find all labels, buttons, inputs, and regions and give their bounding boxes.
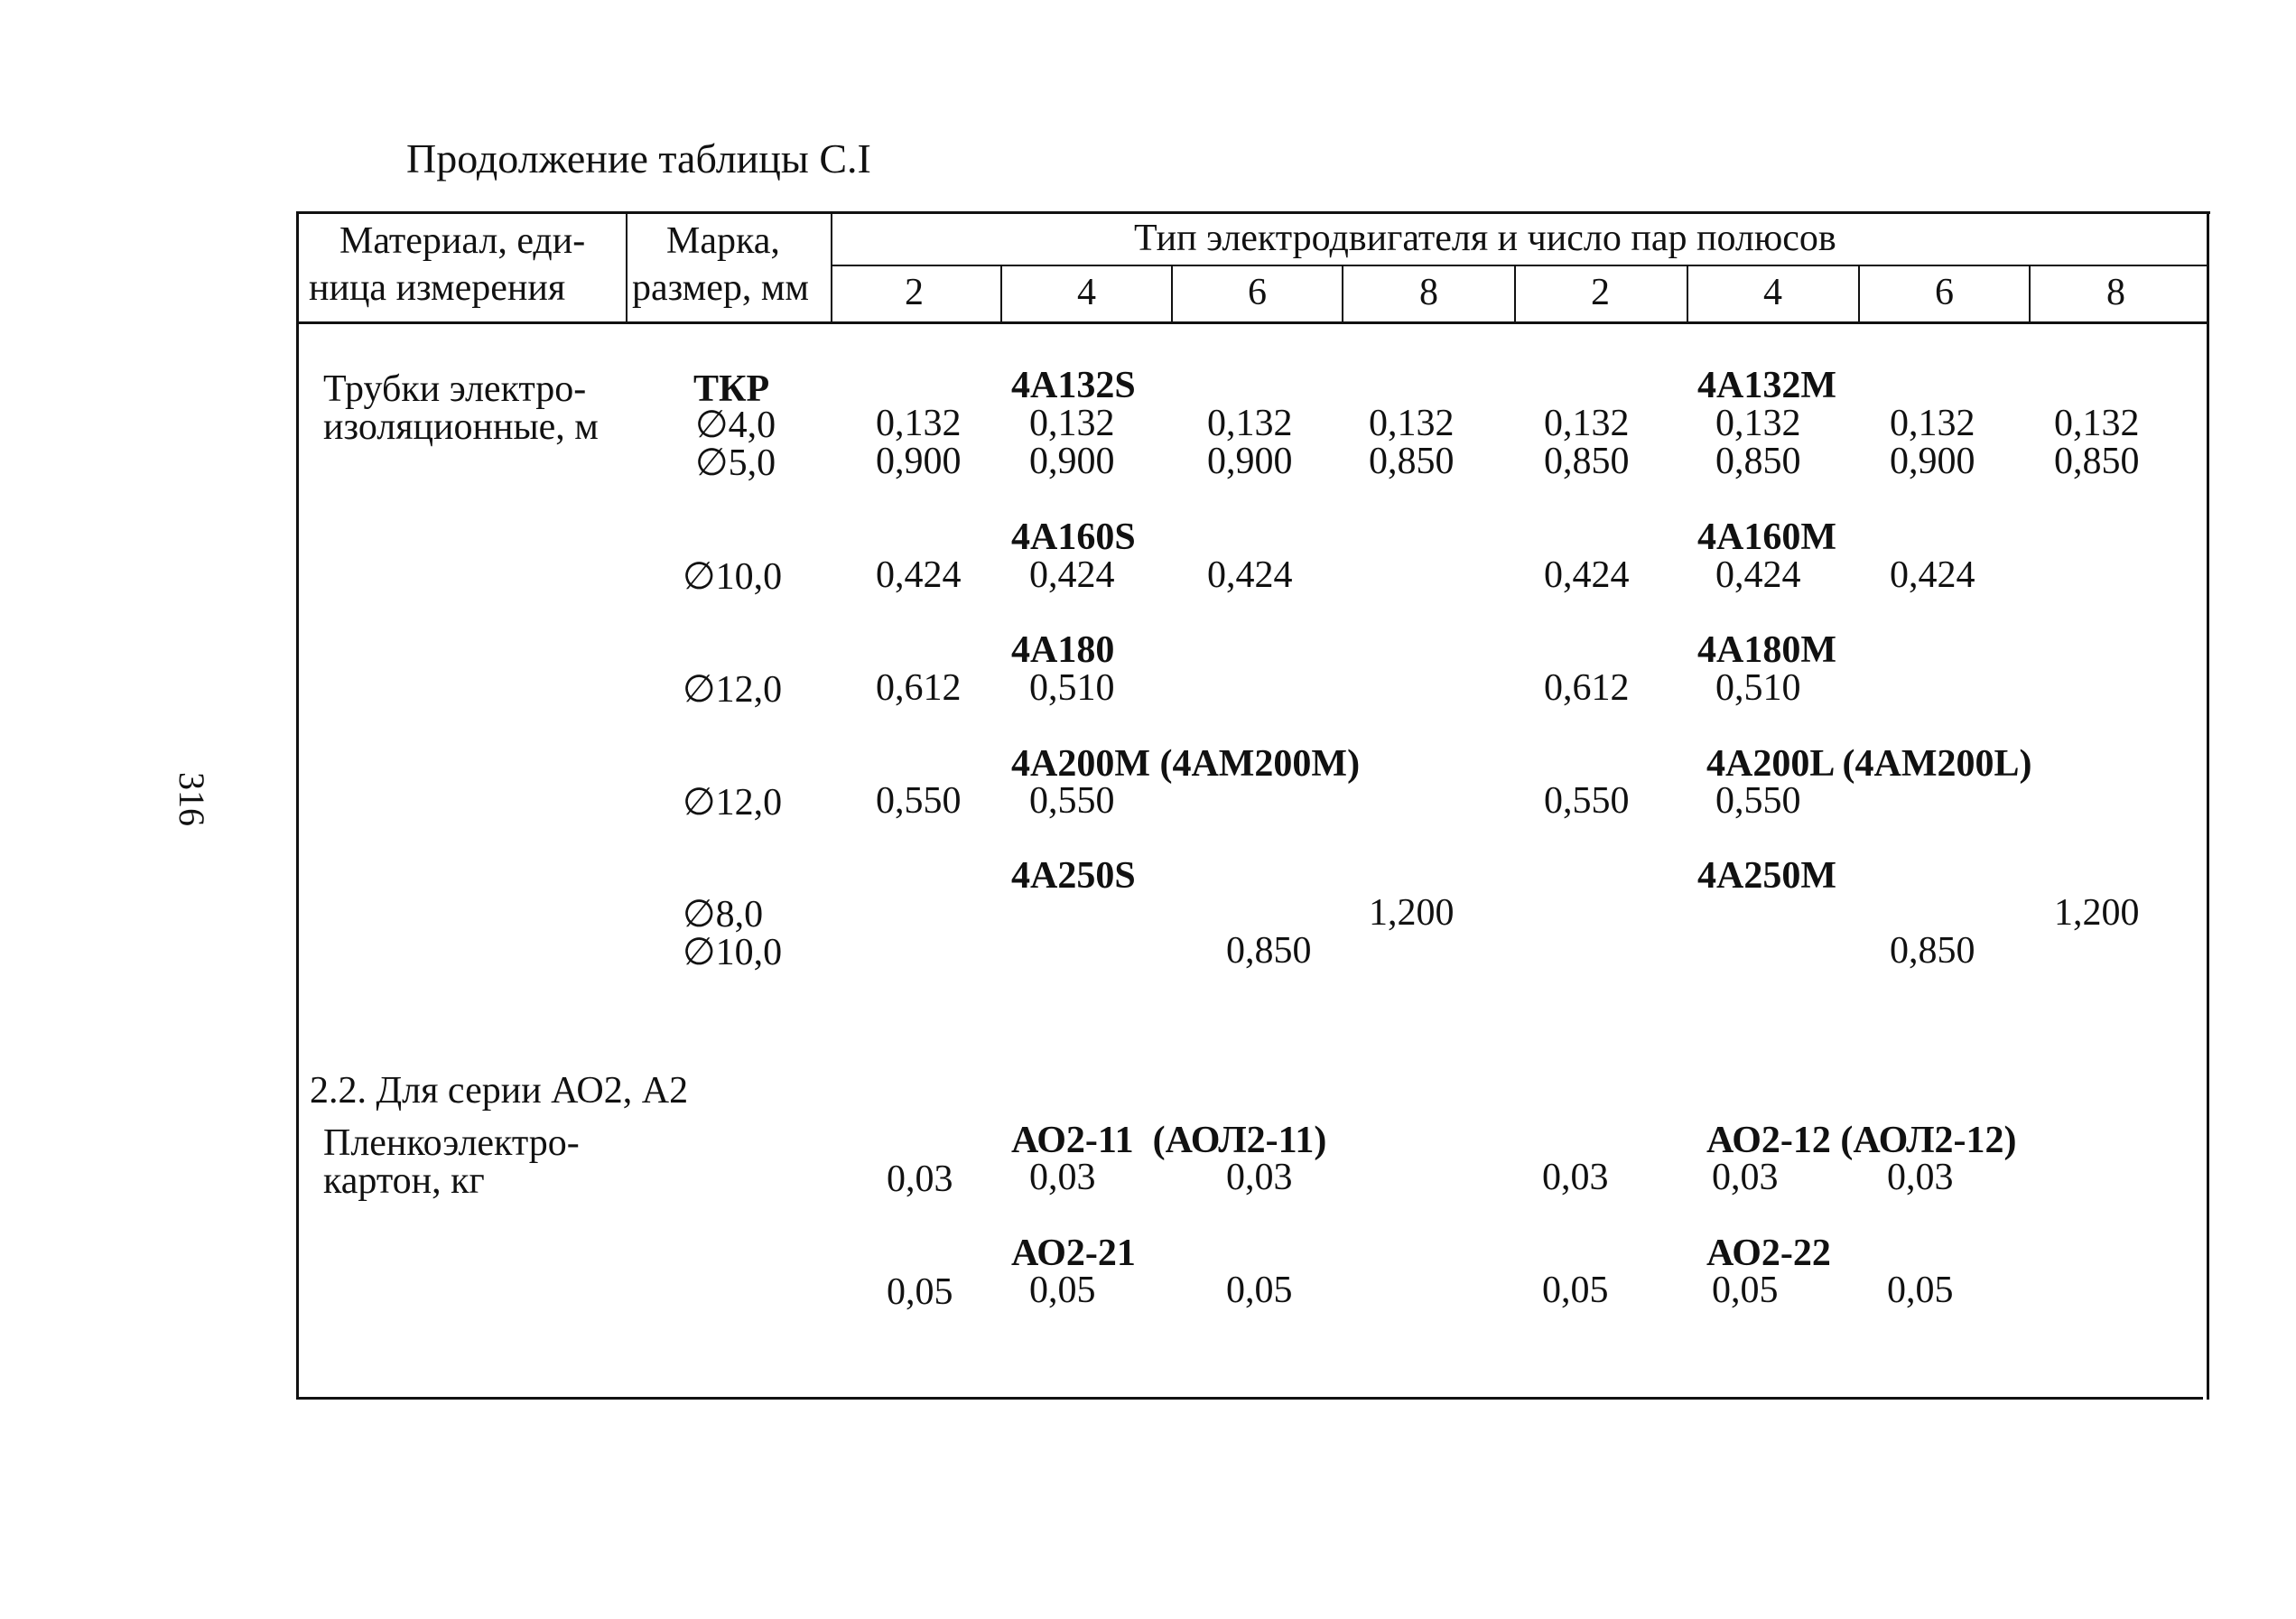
size-label: ∅8,0: [683, 894, 764, 935]
motor-type-left: 4А250S: [1011, 855, 1136, 897]
table-cell: 0,05: [1542, 1270, 1609, 1311]
table-cell: 0,03: [887, 1158, 953, 1200]
motor-type-right: АО2-22: [1706, 1233, 1831, 1274]
table-cell: 0,05: [1712, 1270, 1779, 1311]
table-cell: 0,03: [1029, 1157, 1096, 1198]
table-cell: 0,850: [1226, 930, 1312, 972]
table-cell: 0,612: [1544, 667, 1630, 709]
material-film-line1: Пленкоэлектро-: [323, 1122, 580, 1164]
motor-type-right: 4А180М: [1697, 629, 1836, 671]
table-cell: 0,612: [876, 667, 962, 709]
header-mark-line2: размер, мм: [632, 267, 810, 309]
table-cell: 0,510: [1715, 667, 1801, 709]
table-cell: 1,200: [2054, 892, 2140, 934]
size-label: ∅4,0: [695, 405, 776, 446]
table-cell: 0,132: [1544, 403, 1630, 444]
motor-type-right: 4А132М: [1697, 365, 1836, 406]
table-border-right: [2207, 211, 2209, 1400]
motor-type-right: 4А200L (4АМ200L): [1706, 743, 2032, 785]
header-pole: 4: [1077, 272, 1096, 313]
page-number: 316: [172, 772, 212, 826]
table-cell: 0,03: [1226, 1157, 1293, 1198]
motor-type-left: 4А160S: [1011, 516, 1136, 558]
table-cell: 0,550: [876, 780, 962, 822]
divider-pole: [1342, 265, 1343, 323]
motor-type-right: АО2-12 (АОЛ2-12): [1706, 1120, 2017, 1161]
divider-pole: [1858, 265, 1860, 323]
table-cell: 0,850: [1544, 441, 1630, 482]
table-cell: 0,424: [1029, 554, 1115, 596]
material-tubes-line2: изоляционные, м: [323, 406, 599, 448]
table-cell: 0,05: [1887, 1270, 1954, 1311]
table-cell: 0,900: [1207, 441, 1293, 482]
header-pole: 6: [1935, 272, 1954, 313]
table-cell: 0,132: [1715, 403, 1801, 444]
divider-pole: [1514, 265, 1516, 323]
motor-type-left: 4А200М (4АМ200М): [1011, 743, 1361, 785]
table-cell: 1,200: [1369, 892, 1455, 934]
table-cell: 0,132: [2054, 403, 2140, 444]
table-cell: 0,550: [1715, 780, 1801, 822]
table-cell: 0,132: [1029, 403, 1115, 444]
size-label: ∅10,0: [683, 932, 783, 973]
header-bottom-line: [298, 321, 2208, 324]
motor-type-left: 4А180: [1011, 629, 1115, 671]
table-border-bottom: [296, 1397, 2203, 1400]
table-cell: 0,900: [1890, 441, 1975, 482]
mark-tkr: ТКР: [693, 368, 770, 410]
divider-pole: [1171, 265, 1173, 323]
table-cell: 0,550: [1544, 780, 1630, 822]
header-pole: 8: [2106, 272, 2125, 313]
header-motor-group: Тип электродвигателя и число пар полюсов: [1134, 218, 1836, 259]
table-border-top: [298, 211, 2210, 214]
table-cell: 0,132: [1369, 403, 1455, 444]
table-cell: 0,424: [1715, 554, 1801, 596]
table-cell: 0,424: [1544, 554, 1630, 596]
size-label: ∅10,0: [683, 556, 783, 598]
header-middle-line: [832, 265, 2208, 266]
table-cell: 0,424: [1207, 554, 1293, 596]
header-pole: 6: [1248, 272, 1267, 313]
size-label: ∅12,0: [683, 782, 783, 823]
size-label: ∅5,0: [695, 442, 776, 484]
table-cell: 0,900: [876, 441, 962, 482]
material-tubes-line1: Трубки электро-: [323, 368, 587, 410]
header-mark-line1: Марка,: [666, 220, 780, 262]
table-cell: 0,05: [1029, 1270, 1096, 1311]
table-cell: 0,132: [1207, 403, 1293, 444]
divider-pole: [1687, 265, 1688, 323]
header-pole: 2: [1591, 272, 1610, 313]
table-cell: 0,850: [2054, 441, 2140, 482]
table-cell: 0,03: [1542, 1157, 1609, 1198]
motor-type-right: 4А160М: [1697, 516, 1836, 558]
divider-material-mark: [626, 211, 627, 323]
table-cell: 0,424: [876, 554, 962, 596]
table-cell: 0,132: [876, 403, 962, 444]
table-cell: 0,900: [1029, 441, 1115, 482]
divider-mark-motors: [831, 211, 832, 323]
header-pole: 2: [905, 272, 924, 313]
table-caption: Продолжение таблицы С.I: [406, 135, 871, 181]
size-label: ∅12,0: [683, 669, 783, 711]
header-pole: 8: [1419, 272, 1438, 313]
table-cell: 0,424: [1890, 554, 1975, 596]
section-title: 2.2. Для серии АО2, А2: [310, 1070, 689, 1112]
table-cell: 0,03: [1712, 1157, 1779, 1198]
motor-type-left: 4А132S: [1011, 365, 1136, 406]
table-cell: 0,850: [1369, 441, 1455, 482]
header-pole: 4: [1763, 272, 1782, 313]
motor-type-left: АО2-11 (АОЛ2-11): [1011, 1120, 1327, 1161]
header-material-line1: Материал, еди-: [339, 220, 586, 262]
table-cell: 0,510: [1029, 667, 1115, 709]
table-cell: 0,05: [1226, 1270, 1293, 1311]
motor-type-right: 4А250М: [1697, 855, 1836, 897]
divider-pole: [2029, 265, 2031, 323]
divider-pole: [1000, 265, 1002, 323]
table-cell: 0,850: [1715, 441, 1801, 482]
material-film-line2: картон, кг: [323, 1160, 485, 1202]
table-cell: 0,03: [1887, 1157, 1954, 1198]
table-cell: 0,05: [887, 1271, 953, 1313]
motor-type-left: АО2-21: [1011, 1233, 1136, 1274]
table-cell: 0,132: [1890, 403, 1975, 444]
table-cell: 0,550: [1029, 780, 1115, 822]
table-border-left: [296, 211, 299, 1400]
table-cell: 0,850: [1890, 930, 1975, 972]
header-material-line2: ница измерения: [309, 267, 566, 309]
